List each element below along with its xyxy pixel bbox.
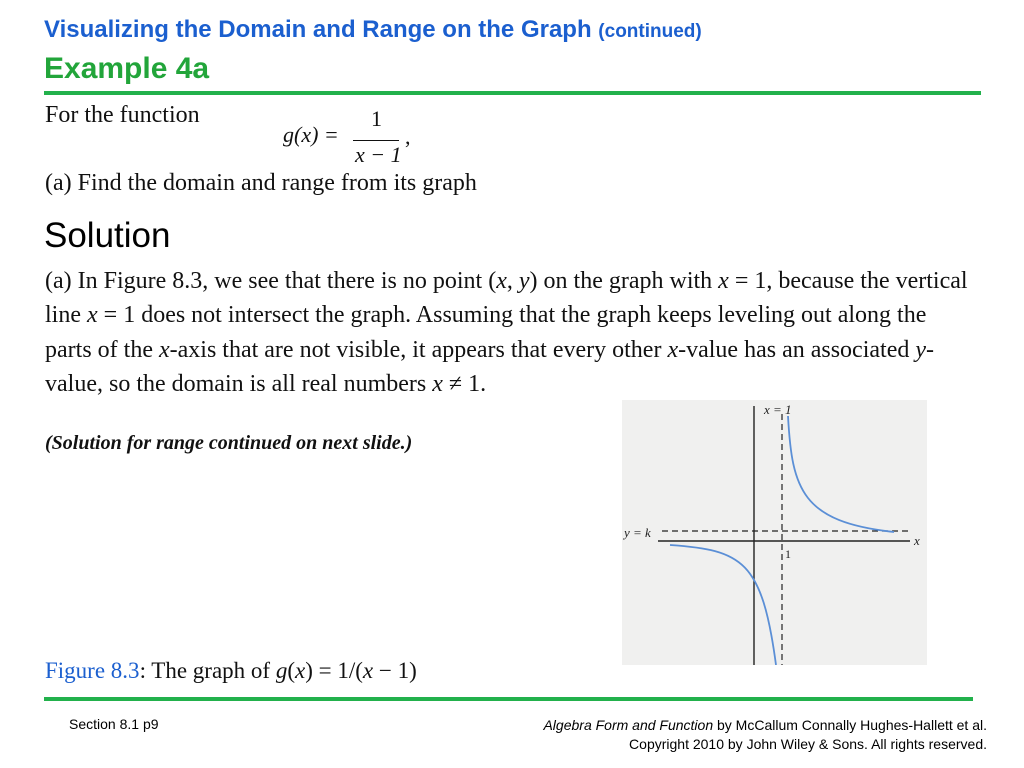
solution-text-segment: (a) In Figure 8.3, we see that there is no point ( — [45, 268, 497, 294]
slide-subtitle: Example 4a — [44, 52, 210, 85]
math-var-x: x — [158, 336, 170, 363]
footer-section: Section 8.1 p9 — [69, 716, 159, 732]
caption-text-segment: : The graph of — [139, 658, 276, 683]
slide-title-continued: (continued) — [598, 21, 702, 42]
label-tick-one: 1 — [785, 547, 791, 561]
figure-caption — [45, 658, 417, 684]
solution-text-segment: , — [506, 268, 519, 294]
top-divider — [44, 91, 981, 95]
label-x-axis: x — [914, 533, 920, 548]
question-part-a: (a) Find the domain and range from its graph — [45, 170, 477, 196]
solution-text-segment: = 1 does not intersect the graph. Assuming that the graph keeps leveling out along the parts of the — [45, 302, 927, 363]
math-var-x: x — [87, 302, 98, 329]
solution-text-segment: ≠ 1. — [442, 370, 487, 397]
formula-comma: , — [405, 124, 411, 149]
curve-left-branch — [670, 545, 776, 665]
math-var-x: x — [295, 658, 306, 683]
problem-intro: For the function — [45, 102, 200, 128]
footer-book-line — [543, 716, 987, 735]
math-var-y: y — [518, 268, 530, 294]
label-vertical-asymptote: x = 1 — [764, 402, 792, 417]
formula-numerator: 1 — [371, 106, 382, 131]
slide-title-main: Visualizing the Domain and Range on the Graph — [44, 16, 592, 43]
solution-text-segment: = 1, because the vertical line — [45, 268, 968, 329]
graph-svg — [622, 400, 927, 665]
solution-heading: Solution — [44, 216, 171, 255]
math-var-y: y — [915, 336, 926, 363]
formula-denominator: x − 1 — [355, 142, 402, 167]
solution-text-segment: -value, so the domain is all real numbers — [45, 336, 934, 397]
solution-paragraph — [45, 264, 975, 401]
footer-credits — [543, 716, 987, 754]
figure-label: Figure 8.3 — [45, 658, 140, 683]
solution-text-segment: -axis that are not visible, it appears that every other — [169, 336, 668, 363]
footer-copyright: Copyright 2010 by John Wiley & Sons. All rights reserved. — [629, 736, 987, 752]
math-var-x: x — [496, 268, 507, 294]
bottom-divider — [44, 697, 973, 701]
slide-title — [44, 16, 702, 44]
formula-lhs: g(x) = — [283, 122, 339, 147]
caption-text-segment: ) = 1/( — [305, 658, 363, 683]
footer-authors: by McCallum Connally Hughes-Hallett et al. — [713, 717, 987, 733]
continued-note: (Solution for range continued on next slide.) — [45, 432, 413, 454]
math-var-x: x — [667, 336, 679, 363]
footer-book-title: Algebra Form and Function — [543, 717, 714, 733]
solution-text-segment: ) on the graph with — [529, 268, 719, 294]
math-var-x: x — [718, 268, 729, 294]
label-horizontal-asymptote: y = k — [624, 525, 651, 540]
function-graph-figure — [622, 400, 927, 665]
math-var-x: x — [432, 370, 443, 397]
math-var-x: x — [362, 658, 374, 683]
caption-text-segment: ( — [287, 658, 295, 683]
fraction-bar — [353, 140, 399, 141]
curve-right-branch — [788, 416, 894, 532]
math-var-g: g — [275, 658, 288, 683]
solution-text-segment: -value has an associated — [678, 336, 916, 363]
caption-text-segment: − 1) — [373, 658, 417, 683]
